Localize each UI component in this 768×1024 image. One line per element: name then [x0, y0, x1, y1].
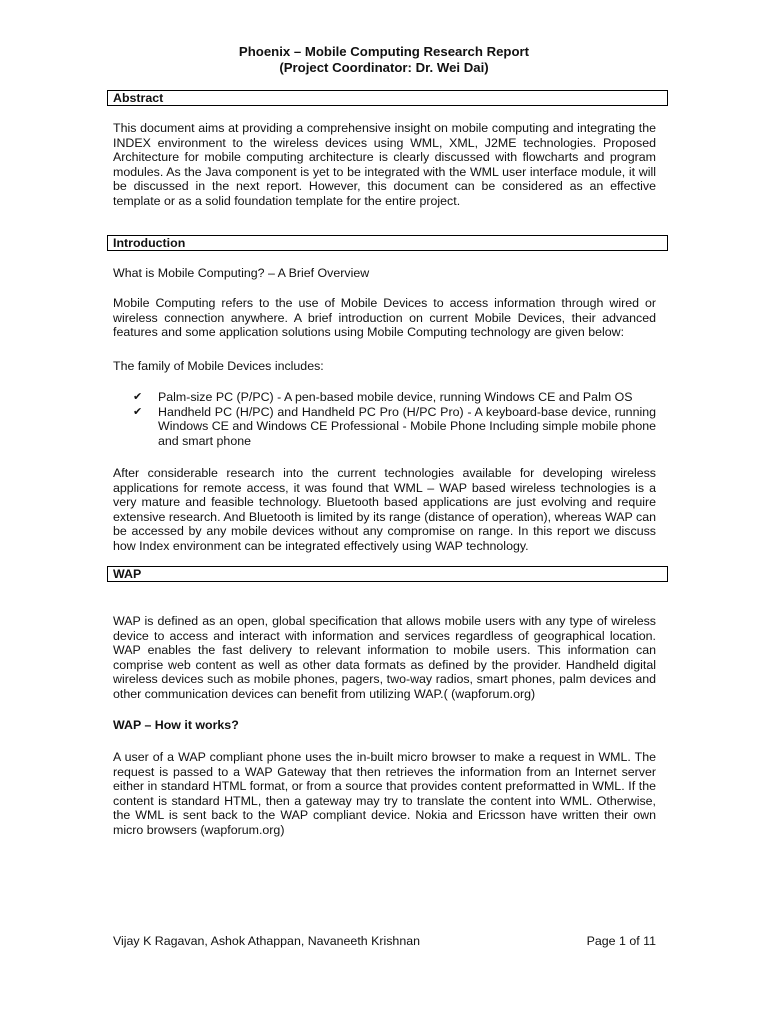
wap-paragraph-1: WAP is defined as an open, global specification that allows mobile users with any type of wireless device to access and interact with information and services regardless of geographical location. WAP enables the fast delivery to relevant information to mobile users. This information can comprise web content as well as other data formats as defined by the provider. Handheld digital wireless devices such as mobile phones, pagers, two-way radios, smart phones, palm devices and other communication devices can benefit from utilizing WAP.( (wapforum.org) — [113, 614, 656, 701]
document-subtitle: (Project Coordinator: Dr. Wei Dai) — [279, 60, 489, 75]
wap-heading: WAP — [107, 566, 668, 582]
wap-paragraph-2: A user of a WAP compliant phone uses the in-built micro browser to make a request in WML. The request is passed to a WAP Gateway that then retrieves the information from an Internet server either in standard HTML format, or from a source that provides content preformatted in WML. If the content is standard HTML, then a gateway may try to translate the content into WML. Otherwise, the WML is sent back to the WAP compliant device. Nokia and Ericsson have written their own micro browsers (wapforum.org) — [113, 750, 656, 837]
check-mark-icon: ✔ — [133, 404, 143, 418]
device-list — [131, 390, 656, 448]
page-footer — [113, 934, 656, 950]
footer-authors: Vijay K Ragavan, Ashok Athappan, Navaneeth Krishnan — [113, 934, 420, 948]
device-family-intro: The family of Mobile Devices includes: — [113, 359, 324, 373]
list-item-text: Palm-size PC (P/PC) - A pen-based mobile device, running Windows CE and Palm OS — [158, 390, 633, 404]
introduction-heading: Introduction — [107, 235, 668, 251]
list-item-text: Handheld PC (H/PC) and Handheld PC Pro (H/PC Pro) - A keyboard-base device, running Windows CE and Windows CE Professional - Mobile Phone Including simple mobile phone and smart phone — [158, 404, 656, 448]
wap-how-it-works-heading: WAP – How it works? — [113, 718, 239, 732]
document-title-block — [0, 44, 768, 76]
abstract-body: This document aims at providing a comprehensive insight on mobile computing and integrating the INDEX environment to the wireless devices using WML, XML, J2ME technologies. Proposed Architecture for mobile computing architecture is clearly discussed with flowcharts and program modules. As the Java component is yet to be integrated with the WML user interface module, it will be discussed in the next report. However, this document can be considered as an effective template or as a solid foundation template for the entire project. — [113, 121, 656, 208]
introduction-overview: What is Mobile Computing? – A Brief Overview — [113, 266, 370, 280]
check-mark-icon: ✔ — [133, 390, 143, 403]
list-item — [131, 390, 656, 405]
introduction-paragraph-2: After considerable research into the current technologies available for developing wireless applications for remote access, it was found that WML – WAP based wireless technologies is a very mature and feasible technology. Bluetooth based applications are just evolving and require extensive research. And Bluetooth is limited by its range (distance of operation), whereas WAP can be accessed by any mobile devices without any compromise on range. In this report we discuss how Index environment can be integrated effectively using WAP technology. — [113, 466, 656, 553]
introduction-paragraph-1: Mobile Computing refers to the use of Mobile Devices to access information through wired or wireless connection anywhere. A brief introduction on current Mobile Devices, their advanced features and some application solutions using Mobile Computing technology are given below: — [113, 296, 656, 340]
abstract-heading: Abstract — [107, 90, 668, 106]
page-number: Page 1 of 11 — [586, 934, 656, 948]
document-title: Phoenix – Mobile Computing Research Report — [238, 44, 530, 59]
list-item — [131, 405, 656, 449]
